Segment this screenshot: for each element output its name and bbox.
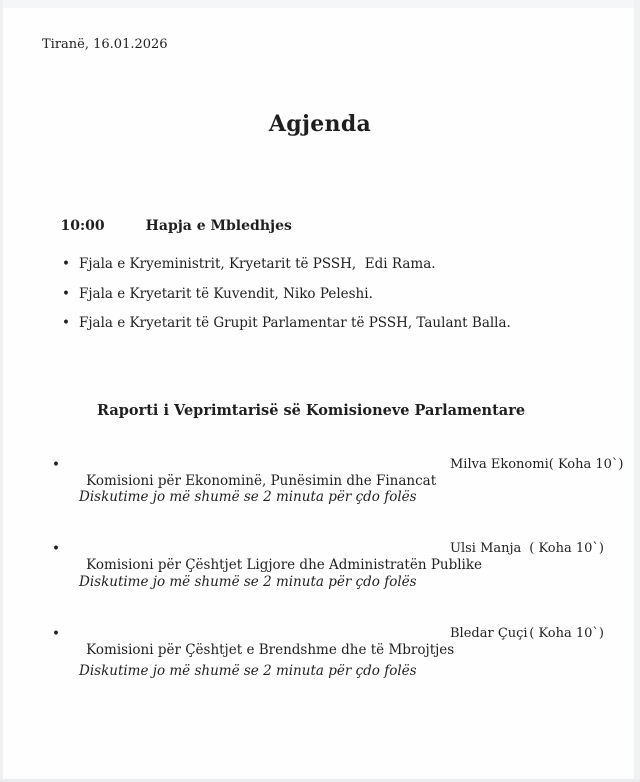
committee-item	[69, 626, 634, 690]
committee-note: Diskutime jo më shumë se 2 minuta për çdo folës	[79, 663, 417, 679]
opening-item: • Fjala e Kryetarit të Kuvendit, Niko Peleshi.	[79, 286, 373, 302]
section-heading: Raporti i Veprimtarisë së Komisioneve Parlamentare	[97, 402, 526, 419]
committee-duration: ( Koha 10`)	[529, 626, 604, 641]
committee-note: Diskutime jo më shumë se 2 minuta për çdo folës	[79, 574, 417, 590]
committee-duration: ( Koha 10`)	[548, 457, 624, 472]
committee-speaker-zone	[450, 457, 624, 472]
committee-speaker: Bledar Çuçi	[450, 626, 528, 641]
committee-speaker-zone	[450, 541, 604, 556]
committee-name: Komisioni për Çështjet e Brendshme dhe të Mbrojtjes	[86, 642, 455, 658]
committee-note: Diskutime jo më shumë se 2 minuta për çdo folës	[79, 489, 417, 505]
opening-item: • Fjala e Kryetarit të Grupit Parlamentar të PSSH, Taulant Balla.	[79, 315, 511, 331]
session-time: 10:00	[60, 218, 105, 234]
committee-speaker: Ulsi Manja	[450, 541, 522, 556]
page-edge-top	[0, 0, 640, 8]
opening-item: • Fjala e Kryeministrit, Kryetarit të PSSH, Edi Rama.	[79, 256, 436, 272]
session-title: Hapja e Mbledhjes	[145, 218, 292, 234]
committee-item	[69, 541, 634, 605]
committee-name: Komisioni për Çështjet Ligjore dhe Administratën Publike	[86, 557, 483, 573]
committee-duration: ( Koha 10`)	[529, 541, 604, 556]
document-date: Tiranë, 16.01.2026	[42, 37, 168, 52]
page-title: Agjenda	[268, 110, 372, 137]
committee-speaker-zone	[450, 626, 604, 641]
committee-speaker: Milva Ekonomi	[450, 457, 549, 472]
committee-name: Komisioni për Ekonominë, Punësimin dhe Financat	[86, 473, 437, 489]
session-opening-row	[41, 202, 292, 250]
